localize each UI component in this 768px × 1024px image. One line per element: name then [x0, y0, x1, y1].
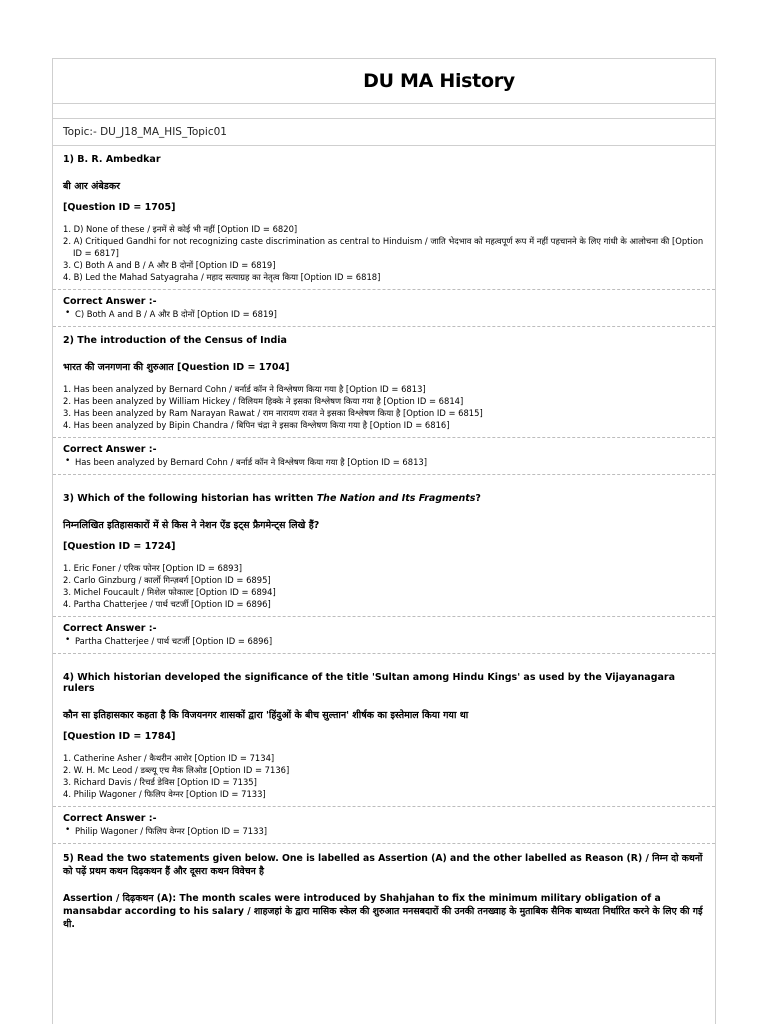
option-item: 2. A) Critiqued Gandhi for not recognizing caste discrimination as central to Hinduism / जाति भेदभाव को महत्वपूर्ण रूप में नहीं पहचानने के लिए गांधी के आलोचना की [Option ID = 6817]	[63, 236, 704, 258]
answer-heading: Correct Answer :-	[63, 813, 157, 824]
options-list	[63, 562, 705, 610]
answer-value: • Partha Chatterjee / पार्थ चटर्जी [Option ID = 6896]	[63, 636, 705, 647]
question-hindi: बी आर अंबेडकर	[63, 181, 121, 192]
topic-line: Topic:- DU_J18_MA_HIS_Topic01	[53, 119, 715, 146]
correct-answer-block	[53, 437, 715, 475]
correct-answer-block	[53, 806, 715, 844]
option-item: 2. W. H. Mc Leod / डब्ल्यू एच मैक लिओड [Option ID = 7136]	[63, 765, 290, 775]
option-item: 4. Partha Chatterjee / पार्थ चटर्जी [Option ID = 6896]	[63, 599, 271, 609]
option-item: 1. Catherine Asher / कैथरीन आशेर [Option ID = 7134]	[63, 753, 275, 763]
option-item: 2. Carlo Ginzburg / कार्लो गिन्ज़बर्ग [Option ID = 6895]	[63, 575, 271, 585]
correct-answer-block	[53, 616, 715, 654]
question-1	[53, 146, 715, 283]
option-item: 1. Eric Foner / एरिक फोनर [Option ID = 6893]	[63, 563, 243, 573]
title-box	[53, 59, 715, 104]
question-title-suffix: ?	[475, 493, 481, 504]
document-page	[52, 58, 716, 1024]
header-spacer	[53, 104, 715, 119]
question-id: [Question ID = 1784]	[63, 731, 176, 742]
options-list	[63, 383, 705, 431]
answer-heading: Correct Answer :-	[63, 444, 157, 455]
question-id: [Question ID = 1704]	[177, 362, 290, 373]
option-item: 1. Has been analyzed by Bernard Cohn / बर्नार्ड कॉन ने विश्लेषण किया गया है [Option ID = 6813]	[63, 384, 426, 394]
option-item: 3. Richard Davis / रिचर्ड डेविस [Option ID = 7135]	[63, 777, 257, 787]
question-title	[63, 493, 705, 504]
assertion-text: Assertion / दिढ़कथन (A): The month scales were introduced by Shahjahan to fix the minimum military obligation of a mansabdar according to his salary / शाहजहां के द्वारा मासिक स्केल की शुरुआत मनसबदारों की उनकी तनख्वाह के मुताबिक सैनिक बाध्यता निर्धारित करने के लिए की गई थी.	[63, 893, 703, 930]
question-id: [Question ID = 1724]	[63, 541, 176, 552]
question-2	[53, 327, 715, 431]
section-gap	[53, 475, 715, 485]
options-list	[63, 223, 705, 283]
question-hindi: निम्नलिखित इतिहासकारों में से किस ने नेशन ऐंड इट्स फ्रैगमेन्ट्स लिखे हैं?	[63, 520, 320, 531]
question-title: 1) B. R. Ambedkar	[63, 154, 161, 165]
answer-value: • Has been analyzed by Bernard Cohn / बर्नार्ड कॉन ने विश्लेषण किया गया है [Option ID = 6813]	[63, 457, 705, 468]
option-item: 4. B) Led the Mahad Satyagraha / महाद सत्याग्रह का नेतृत्व किया [Option ID = 6818]	[63, 272, 381, 282]
question-title: 5) Read the two statements given below. One is labelled as Assertion (A) and the other labelled as Reason (R) / निम्न दो कथनों को पढ़ें प्रथम कथन दिढ़कथन हैं और दूसरा कथन विवेचन है	[63, 853, 703, 877]
option-item: 4. Has been analyzed by Bipin Chandra / बिपिन चंद्रा ने इसका विश्लेषण किया गया है [Option ID = 6816]	[63, 420, 450, 430]
question-hindi: भारत की जनगणना की शुरुआत	[63, 362, 174, 373]
question-hindi-with-id	[63, 360, 705, 373]
question-3	[53, 485, 715, 610]
option-item: 4. Philip Wagoner / फिलिप वेग्नर [Option ID = 7133]	[63, 789, 266, 799]
correct-answer-block	[53, 289, 715, 327]
answer-value: • Philip Wagoner / फिलिप वेग्नर [Option ID = 7133]	[63, 826, 705, 837]
answer-value: • C) Both A and B / A और B दोनों [Option ID = 6819]	[63, 309, 705, 320]
question-5	[53, 844, 715, 953]
option-item: 2. Has been analyzed by William Hickey / विलियम हिक्के ने इसका विश्लेषण किया गया है [Option ID = 6814]	[63, 396, 464, 406]
question-title-text: 3) Which of the following historian has written	[63, 493, 317, 504]
option-item: 3. Michel Foucault / मिशेल फोकाल्ट [Option ID = 6894]	[63, 587, 276, 597]
question-title: 2) The introduction of the Census of India	[63, 335, 287, 346]
question-title: 4) Which historian developed the significance of the title 'Sultan among Hindu Kings' as used by the Vijayanagara rulers	[63, 672, 676, 694]
section-gap	[53, 654, 715, 664]
option-item: 3. C) Both A and B / A और B दोनों [Option ID = 6819]	[63, 260, 276, 270]
option-item: 3. Has been analyzed by Ram Narayan Rawat / राम नारायण रावत ने इसका विश्लेषण किया है [Option ID = 6815]	[63, 408, 483, 418]
option-item: 1. D) None of these / इनमें से कोई भी नहीं [Option ID = 6820]	[63, 224, 298, 234]
options-list	[63, 752, 705, 800]
document-title: DU MA History	[363, 70, 515, 92]
answer-heading: Correct Answer :-	[63, 296, 157, 307]
question-4	[53, 664, 715, 800]
question-hindi: कौन सा इतिहासकार कहता है कि विजयनगर शासकों द्वारा 'हिंदुओं के बीच सुल्तान' शीर्षक का इस्तेमाल किया गया था	[63, 710, 469, 721]
book-title: The Nation and Its Fragments	[316, 493, 476, 504]
answer-heading: Correct Answer :-	[63, 623, 157, 634]
question-id: [Question ID = 1705]	[63, 202, 176, 213]
